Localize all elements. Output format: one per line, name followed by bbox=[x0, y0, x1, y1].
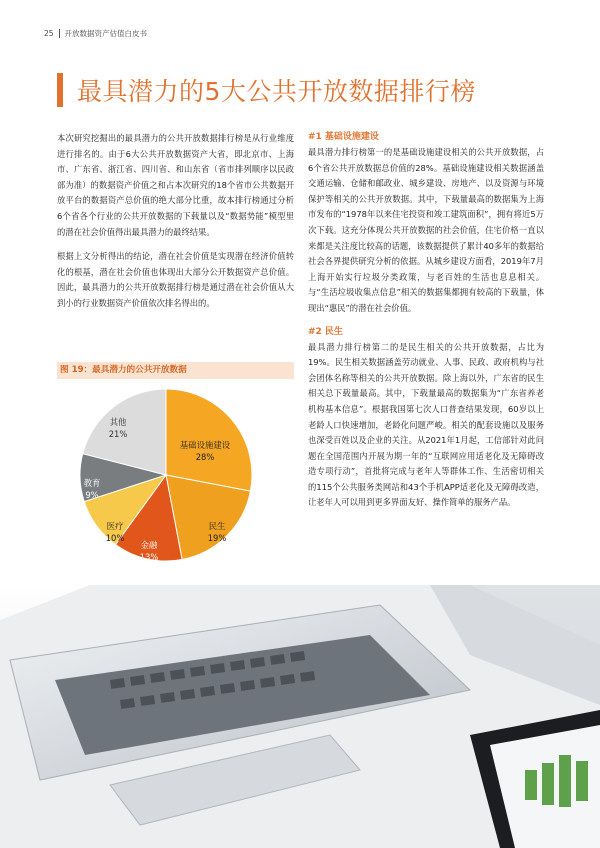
body-paragraph: 根据上文分析得出的结论，潜在社会价值是实现潜在经济价值转化的根基，潜在社会价值也体现出大部分公开数据资产总价值。因此，最具潜力的公共开放数据排行榜是通过潜在社会价值从大到小的行业数据资产价值依次排名得出的。 bbox=[57, 251, 294, 308]
section-text-2: 最具潜力排行榜第二的是民生相关的公共开放数据，占比为19%。民生相关数据涵盖劳动就业、人事、民政、政府机构与社会团体名称等相关的公共开放数据。除上海以外，广东省的民生相关总下载量最高。其中，下载量最高的数据集为“广东省养老机构基本信息”。根据我国第七次人口普查结果发现，60岁以上老龄人口快速增加，老龄化问题严峻。相关的配套设施以及服务也深受百姓以及企业的关注。从2021年1月起，工信部针对此问题在全国范围内开展为期一年的“互联网应用适老化及无障碍改造专项行动”，首批将完成与老年人等群体工作、生活密切相关的115个公共服务类网站和43个手机APP适老化及无障碍改造，让老年人可以用到更多界面友好、操作简单的服务产品。 bbox=[308, 341, 544, 508]
page-number: 25 bbox=[44, 29, 54, 38]
slice-value-label: 21% bbox=[108, 429, 128, 439]
slice-value-label: 10% bbox=[105, 533, 125, 543]
slice-value-label: 28% bbox=[195, 452, 215, 462]
slice-label: 民生 bbox=[208, 521, 226, 531]
slice-label: 其他 bbox=[109, 417, 127, 427]
section-heading-2: #2 民生 bbox=[308, 326, 343, 337]
slice-label: 基础设施建设 bbox=[179, 440, 231, 450]
right-column bbox=[308, 131, 544, 520]
slice-value-label: 9% bbox=[85, 490, 99, 500]
slice-value-label: 13% bbox=[139, 552, 159, 562]
page-title: 最具潜力的5大公共开放数据排行榜 bbox=[77, 77, 476, 106]
body-paragraph: 本次研究挖掘出的最具潜力的公共开放数据排行榜是从行业维度进行排名的。由于6大公共开放数据资产大省，即北京市、上海市、广东省、浙江省、四川省、和山东省（省市排列顺序以民政部为准）的数据资产价值之和占本次研究的18个省市公共数据开放平台的数据资产总价值的绝大部分比重，故本排行榜通过分析6个省各个行业的公共开放数据的下载量以及“数据势能”模型里的潜在社会价值得出最具潜力的最终结果。 bbox=[57, 133, 294, 237]
slice-label: 教育 bbox=[83, 478, 101, 488]
section-heading-1: #1 基础设施建设 bbox=[308, 132, 379, 142]
running-title: 开放数据资产估值白皮书 bbox=[64, 29, 148, 38]
slice-label: 金融 bbox=[140, 540, 158, 550]
laptop-photo bbox=[0, 585, 600, 848]
section-text-1: 最具潜力排行榜第一的是基础设施建设相关的公共开放数据，占6个省公共开放数据总价值的28%。基础设施建设相关数据涵盖交通运输、仓储和邮政业、城乡建设、房地产、以及资源与环境保护等相关的公共开放数据。其中，下载量最高的数据集为上海市发布的“1978年以来住宅投资和竣工建筑面积”，拥有将近5万次下载。这充分体现公共开放数据的社会价值，住宅价格一直以来都是关注度比较高的话题，该数据提供了累计40多年的数据给社会各界提供研究分析的依据。从城乡建设方面看，2019年7月上海开始实行垃圾分类政策，与老百姓的生活也息息相关。与“生活垃圾收集点信息”相关的数据集都拥有较高的下载量，体现出“惠民”的潜在社会价值。 bbox=[308, 147, 544, 313]
figure-title: 图 19：最具潜力的公共开放数据 bbox=[57, 362, 294, 379]
slice-value-label: 19% bbox=[207, 533, 227, 543]
slice-label: 医疗 bbox=[106, 521, 124, 531]
